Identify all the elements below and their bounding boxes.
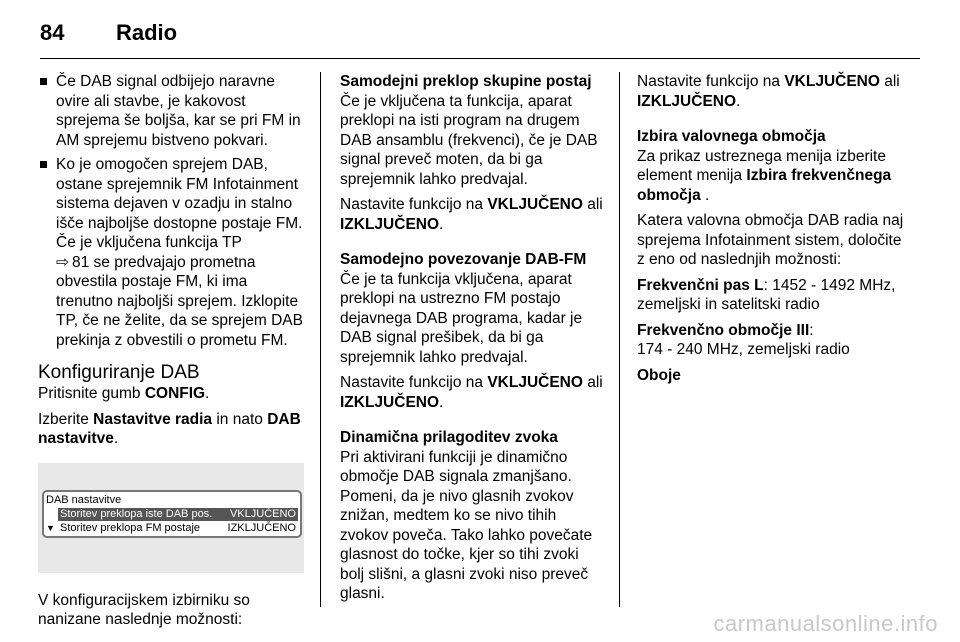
paragraph: Izberite Nastavitve radia in nato DAB nastavitve. [38, 410, 301, 447]
page-header [0, 0, 960, 58]
paragraph: Za prikaz ustreznega menija izberite element menija Izbira frekvenčnega območja . [637, 147, 892, 204]
bullet-text-reference[interactable]: 81 se predvajajo prometna obvestila postaje FM, ki ima trenutno najboljši sprejem. Izklopite TP, če ne želite, da se sprejem DAB prekinja z obvestili o prometu FM. [56, 253, 303, 349]
paragraph: V konfiguracijskem izbirniku so nanizane naslednje možnosti: [38, 591, 250, 628]
subheading: Samodejni preklop skupine postaj [340, 73, 592, 90]
page-title: Radio [116, 20, 178, 45]
bullet-text: Če DAB signal odbijejo naravne ovire ali stavbe, je kakovost sprejema še boljša, kar se pri FM in AM sprejemu bistveno pokvari. [56, 73, 301, 149]
button-name: CONFIG [144, 385, 206, 402]
option-band-iii: Frekvenčno območje III: 174 - 240 MHz, zemeljski radio [637, 321, 850, 358]
bullet-square-icon [40, 161, 47, 168]
option-both: Oboje [637, 366, 681, 384]
paragraph: Pritisnite gumb CONFIG. [38, 385, 210, 402]
scroll-down-arrow-icon: ▼ [46, 522, 55, 533]
subheading: Samodejno povezovanje DAB-FM [340, 251, 587, 268]
paragraph: Katera valovna območja DAB radia naj sprejema Infotainment sistem, določite z eno od naslednjih možnosti: [637, 212, 904, 268]
subheading: Dinamična prilagoditev zvoka [340, 429, 558, 446]
column-3 [637, 72, 905, 391]
watermark: carmanualsonline.info [713, 611, 938, 636]
paragraph: Nastavite funkcijo na VKLJUČENO ali IZKLJUČENO. [340, 196, 603, 233]
bullet-item [38, 155, 304, 350]
screen-title: DAB nastavitve [46, 493, 122, 506]
column-divider-1 [320, 72, 321, 607]
paragraph: Nastavite funkcijo na VKLJUČENO ali IZKLJUČENO. [637, 73, 900, 110]
paragraph: Če je vključena ta funkcija, aparat preklopi na isti program na drugem DAB ansamblu (frekvenci), če je DAB signal preveč moten, da bi ga sprejemnik lahko predvajal. [340, 92, 598, 188]
header-rule [40, 58, 920, 59]
dab-settings-screenshot [38, 463, 304, 573]
paragraph: Nastavite funkcijo na VKLJUČENO ali IZKLJUČENO. [340, 374, 603, 411]
column-1 [38, 72, 304, 636]
bullet-list [38, 72, 304, 350]
screen-row: Storitev preklopa FM postaje IZKLJUČENO [60, 521, 296, 534]
column-2 [340, 72, 604, 610]
subheading: Izbira valovnega območja [637, 128, 826, 145]
bullet-item [38, 72, 304, 150]
menu-name: Nastavitve radia [93, 410, 213, 428]
option-l-band: Frekvenčni pas L: 1452 - 1492 MHz, zemeljski in satelitski radio [637, 276, 896, 313]
section-heading: Konfiguriranje DAB [38, 362, 200, 383]
bullet-square-icon [40, 78, 47, 85]
column-divider-2 [619, 72, 620, 607]
screen-row-selected: Storitev preklopa iste DAB pos. VKLJUČENO [60, 507, 296, 520]
paragraph: Pri aktivirani funkciji je dinamično območje DAB signala zmanjšano. Pomeni, da je nivo glasnih zvokov znižan, medtem ko se nivo tihih zvokov poveča. Tako lahko povečate glasnost do točke, kjer so tihi zvoki bolj slišni, a glasni zvoki niso preveč glasni. [340, 448, 593, 602]
paragraph: Če je ta funkcija vključena, aparat preklopi na ustrezno FM postajo dejavnega DAB programa, kadar je DAB signal prešibek, da bi ga sprejemnik lahko predvajal. [340, 270, 583, 366]
menu-name: DAB nastavitve [38, 410, 301, 447]
page-number: 84 [40, 20, 65, 45]
page-reference-arrow-icon: ⇨ [56, 253, 69, 271]
screen-frame [42, 490, 302, 538]
bullet-text: Ko je omogočen sprejem DAB, ostane sprejemnik FM Infotainment sistema dejaven v ozadju in stalno išče najboljše dostopne postaje FM. Če je vključena funkcija TP [56, 156, 303, 251]
